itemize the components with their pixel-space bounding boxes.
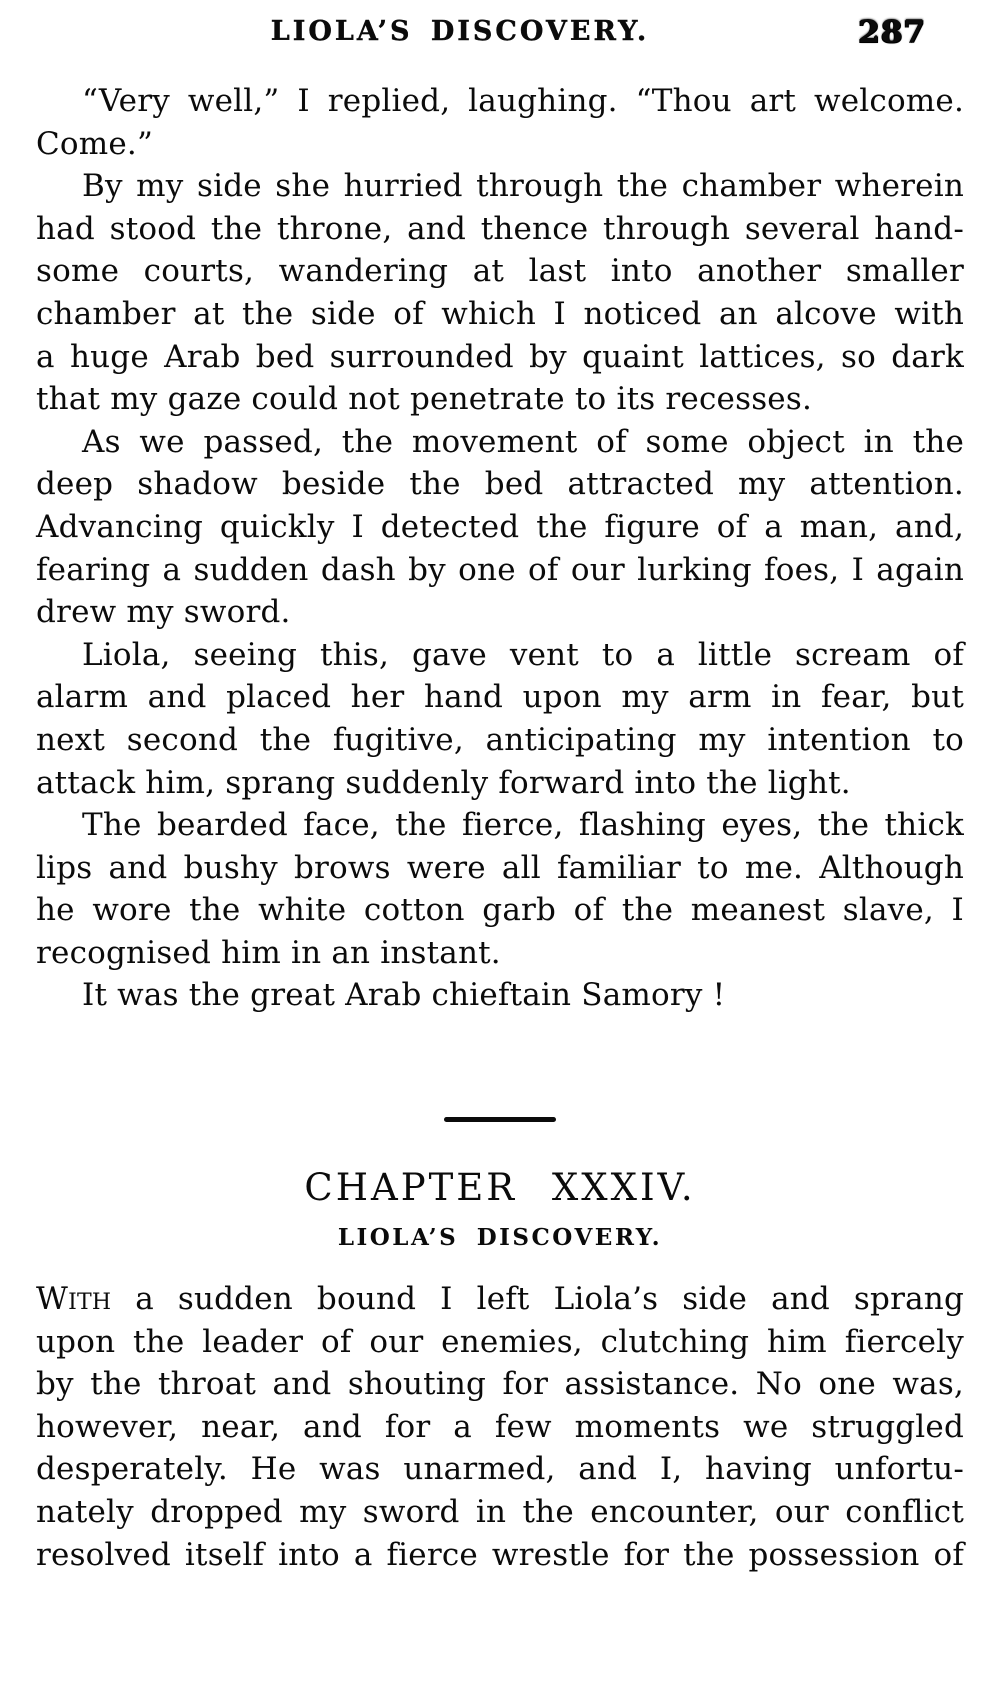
text-line: chamber at the side of which I noticed an alcove with (36, 295, 964, 332)
text-line: deep shadow beside the bed attracted my attention. (36, 466, 964, 503)
paragraph (36, 974, 964, 1017)
text-line: The bearded face, the fierce, flashing eyes, the thick (82, 807, 964, 844)
chapter-heading: CHAPTER XXXIV. (304, 1166, 696, 1210)
paragraph (36, 165, 964, 421)
text-line: some courts, wandering at last into another smaller (36, 253, 964, 290)
text-line: next second the fugitive, anticipating my intention to (36, 721, 964, 758)
text-line: a huge Arab bed surrounded by quaint lattices, so dark (36, 338, 964, 375)
paragraph (36, 80, 964, 165)
text-line: fearing a sudden dash by one of our lurking foes, I again (36, 551, 964, 588)
text-column (36, 80, 964, 1576)
text-line: by the throat and shouting for assistance. No one was, (36, 1366, 964, 1403)
smallcaps-lead-word: With (36, 1281, 112, 1318)
chapter-subtitle: LIOLA’S DISCOVERY. (337, 1224, 663, 1252)
paragraph (36, 1278, 964, 1576)
paragraph (36, 421, 964, 634)
section-divider-rule (444, 1117, 556, 1122)
text-line: Liola, seeing this, gave vent to a little scream of (82, 636, 964, 673)
text-line: resolved itself into a fierce wrestle for the possession of (36, 1536, 964, 1573)
text-line: Advancing quickly I detected the figure of a man, and, (36, 508, 964, 545)
running-header (36, 14, 964, 56)
text-line: upon the leader of our enemies, clutching him fiercely (36, 1323, 964, 1360)
text-line: nately dropped my sword in the encounter, our conflict (36, 1494, 964, 1531)
text-line: As we passed, the movement of some object in the (82, 423, 964, 460)
chapter-opening-paragraphs (36, 1278, 964, 1576)
text-line: With a sudden bound I left Liola’s side and sprang (36, 1281, 964, 1318)
page-number: 287 (858, 14, 926, 50)
text-line: lips and bushy brows were all familiar to me. Although (36, 849, 964, 886)
paragraph (36, 634, 964, 804)
text-line: desperately. He was unarmed, and I, having unfortu- (36, 1451, 964, 1488)
running-title: LIOLA’S DISCOVERY. (270, 16, 650, 47)
text-line: he wore the white cotton garb of the meanest slave, I (36, 892, 964, 929)
text-line: drew my sword. (36, 594, 291, 631)
text-line: attack him, sprang suddenly forward into the light. (36, 764, 851, 801)
text-line: It was the great Arab chieftain Samory ! (82, 977, 726, 1014)
text-line: By my side she hurried through the chamber wherein (82, 168, 964, 205)
text-line: Come.” (36, 125, 154, 162)
text-line: that my gaze could not penetrate to its recesses. (36, 381, 813, 418)
text-line: alarm and placed her hand upon my arm in fear, but (36, 679, 964, 716)
text-line: recognised him in an instant. (36, 934, 501, 971)
text-line: had stood the throne, and thence through several hand- (36, 210, 964, 247)
text-line: “Very well,” I replied, laughing. “Thou art welcome. (82, 83, 964, 119)
chapter-end-paragraphs (36, 80, 964, 1017)
text-line: however, near, and for a few moments we struggled (36, 1408, 964, 1445)
paragraph (36, 804, 964, 974)
